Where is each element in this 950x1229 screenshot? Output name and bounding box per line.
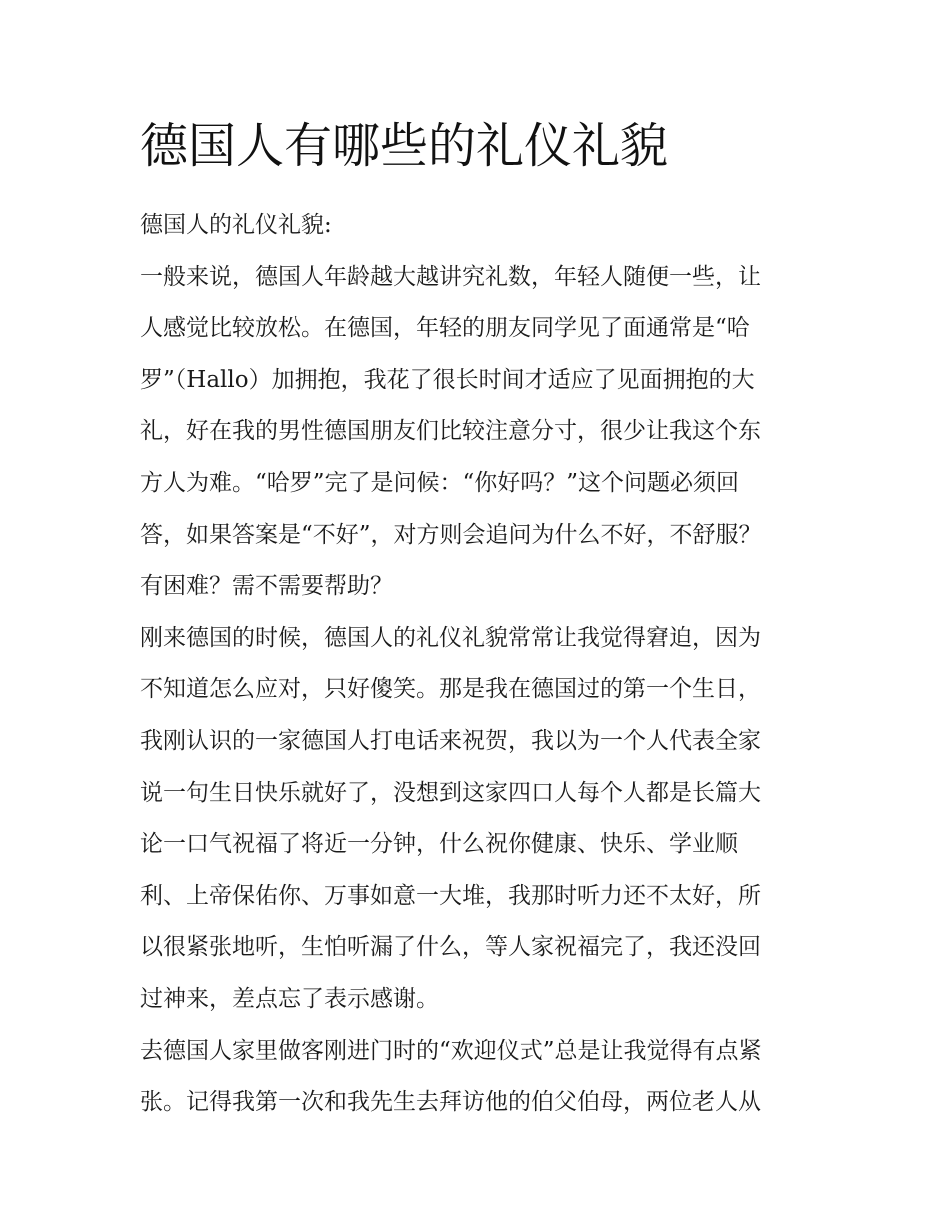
text-line: 刚来德国的时候，德国人的礼仪礼貌常常让我觉得窘迫，因为 <box>140 624 761 651</box>
document-body <box>140 200 820 1129</box>
text-line: 以很紧张地听，生怕听漏了什么，等人家祝福完了，我还没回 <box>140 934 761 961</box>
text-line: 去德国人家里做客刚进门时的“欢迎仪式”总是让我觉得有点紧 <box>140 1037 762 1064</box>
text-line: 答，如果答案是“不好”，对方则会追问为什么不好，不舒服？ <box>140 521 762 548</box>
text-line: 一般来说，德国人年龄越大越讲究礼数，年轻人随便一些，让 <box>140 263 761 290</box>
text-line: 方人为难。“哈罗”完了是问候：“你好吗？”这个问题必须回 <box>140 469 740 496</box>
text-line: 论一口气祝福了将近一分钟，什么祝你健康、快乐、学业顺 <box>140 831 738 858</box>
text-line: 有困难？需不需要帮助？ <box>140 573 393 600</box>
text-line: 张。记得我第一次和我先生去拜访他的伯父伯母，两位老人从 <box>140 1089 761 1116</box>
text-line: 不知道怎么应对，只好傻笑。那是我在德国过的第一个生日， <box>140 676 761 703</box>
text-line: 过神来，差点忘了表示感谢。 <box>140 985 439 1012</box>
text-line: 礼，好在我的男性德国朋友们比较注意分寸，很少让我这个东 <box>140 418 761 445</box>
text-line: 我刚认识的一家德国人打电话来祝贺，我以为一个人代表全家 <box>140 727 761 754</box>
text-line: 人感觉比较放松。在德国，年轻的朋友同学见了面通常是“哈 <box>140 315 750 342</box>
document-title: 德国人有哪些的礼仪礼貌 <box>140 118 669 174</box>
text-line: 德国人的礼仪礼貌: <box>140 212 332 238</box>
text-line: 利、上帝保佑你、万事如意一大堆，我那时听力还不太好，所 <box>140 882 761 909</box>
text-line: 罗”（Hallo）加拥抱，我花了很长时间才适应了见面拥抱的大 <box>140 366 755 393</box>
text-line: 说一句生日快乐就好了，没想到这家四口人每个人都是长篇大 <box>140 779 761 806</box>
